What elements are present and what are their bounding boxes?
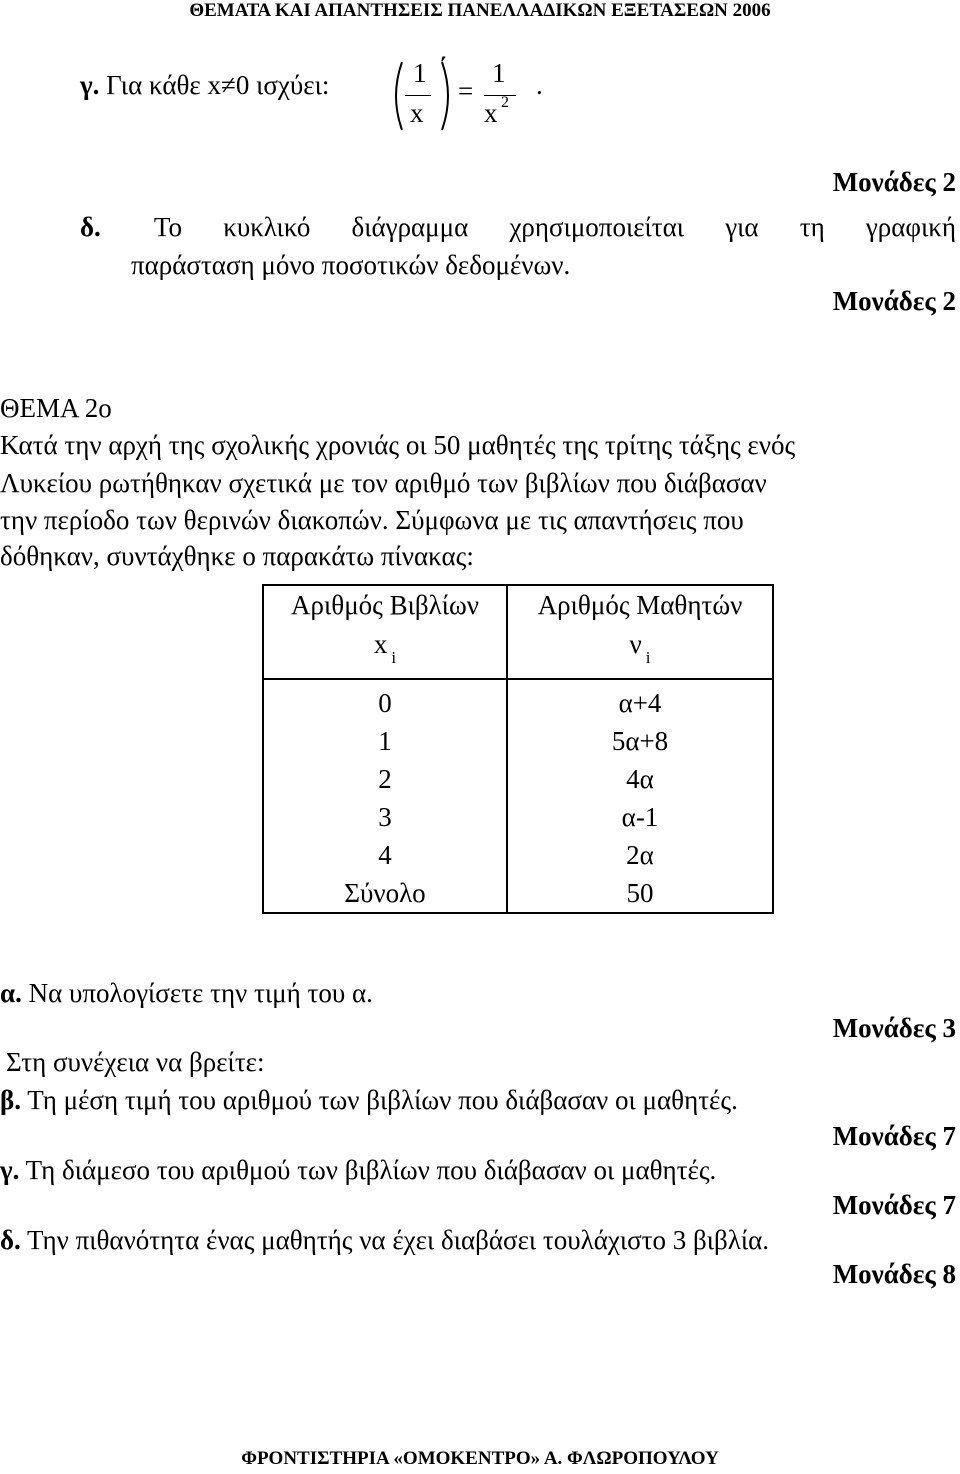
question-g-label: γ. (80, 70, 100, 100)
points-d-final: Μονάδες 8 (832, 1259, 956, 1289)
theme2-title: ΘΕΜΑ 2ο (0, 393, 112, 423)
word: γραφική (865, 212, 956, 242)
col1-symbol: x $_i$ (263, 624, 507, 679)
sub-c-label: γ. (0, 1155, 20, 1185)
theme2-paragraph-line: Κατά την αρχή της σχολικής χρονιάς οι 50 μαθητές της τρίτης τάξης ενός (0, 430, 796, 460)
rhs-fraction-bar (484, 95, 516, 96)
sub-question-a (0, 978, 373, 1009)
theme2-paragraph-line: την περίοδο των θερινών διακοπών. Σύμφωνα με τις απαντήσεις που (0, 505, 744, 535)
word: Το (153, 212, 183, 242)
total-label: Σύνολο (263, 874, 507, 913)
total-value: 50 (507, 874, 773, 913)
rhs-numerator: 1 (492, 58, 506, 88)
prime-symbol: ΄ (438, 50, 449, 86)
formula-period: . (536, 70, 543, 100)
sub-question-b (0, 1085, 738, 1116)
sub-d-label: δ. (0, 1225, 21, 1255)
points-a: Μονάδες 3 (832, 1013, 956, 1043)
question-d-line1 (80, 212, 956, 243)
lhs-fraction-bar (405, 95, 431, 96)
table-row: 4 2α (263, 836, 773, 874)
page-footer: ΦΡΟΝΤΙΣΤΗΡΙΑ «ΟΜΟΚΕΝΤΡΟ» Α. ΦΛΩΡΟΠΟΥΛΟΥ (241, 1448, 719, 1469)
lhs-denominator: x (410, 98, 424, 128)
question-g-text: Για κάθε x≠0 ισχύει: (106, 70, 330, 100)
word: για (725, 212, 759, 242)
sub-question-d (0, 1225, 769, 1256)
lhs-numerator: 1 (413, 58, 427, 88)
continue-text: Στη συνέχεια να βρείτε: (6, 1047, 265, 1077)
table-row: 3 α-1 (263, 798, 773, 836)
theme2-paragraph-line: Λυκείου ρωτήθηκαν σχετικά με τον αριθμό των βιβλίων που διάβασαν (0, 468, 767, 498)
word: κυκλικό (223, 212, 311, 242)
table-symbol-row (263, 624, 773, 679)
equals-sign: = (458, 76, 474, 106)
points-g: Μονάδες 2 (832, 167, 956, 197)
table-row: 1 5α+8 (263, 722, 773, 760)
question-g (80, 70, 329, 101)
question-d-line2: παράσταση μόνο ποσοτικών δεδομένων. (131, 250, 571, 280)
sub-a-label: α. (0, 978, 22, 1008)
sub-b-text: Τη μέση τιμή του αριθμού των βιβλίων που διάβασαν οι μαθητές. (27, 1085, 738, 1115)
rhs-denominator: x (484, 98, 498, 128)
word: χρησιμοποιείται (509, 212, 685, 242)
points-d: Μονάδες 2 (832, 286, 956, 316)
table-row: 0 α+4 (263, 679, 773, 722)
sub-b-label: β. (0, 1085, 21, 1115)
sub-question-c (0, 1155, 716, 1186)
word: διάγραμμα (351, 212, 469, 242)
frequency-table (262, 584, 774, 914)
col1-header: Αριθμός Βιβλίων (263, 585, 507, 624)
table-row: 2 4α (263, 760, 773, 798)
word: τη (799, 212, 825, 242)
rhs-exponent: 2 (501, 94, 509, 111)
sub-c-text: Τη διάμεσο του αριθμού των βιβλίων που διάβασαν οι μαθητές. (25, 1155, 717, 1185)
question-d-label: δ. (80, 212, 101, 242)
col2-header: Αριθμός Μαθητών (507, 585, 773, 624)
sub-a-text: Να υπολογίσετε την τιμή του α. (28, 978, 373, 1008)
page-header: ΘΕΜΑΤΑ ΚΑΙ ΑΠΑΝΤΗΣΕΙΣ ΠΑΝΕΛΛΑΔΙΚΩΝ ΕΞΕΤΑΣΕΩΝ 2006 (189, 0, 771, 21)
sub-d-text: Την πιθανότητα ένας μαθητής να έχει διαβάσει τουλάχιστο 3 βιβλία. (27, 1225, 770, 1255)
points-b: Μονάδες 7 (832, 1121, 956, 1151)
col2-symbol: ν $_i$ (507, 624, 773, 679)
table-total-row (263, 874, 773, 913)
points-c: Μονάδες 7 (832, 1190, 956, 1220)
theme2-paragraph-line: δόθηκαν, συντάχθηκε ο παρακάτω πίνακας: (0, 541, 474, 571)
table-header-row (263, 585, 773, 624)
